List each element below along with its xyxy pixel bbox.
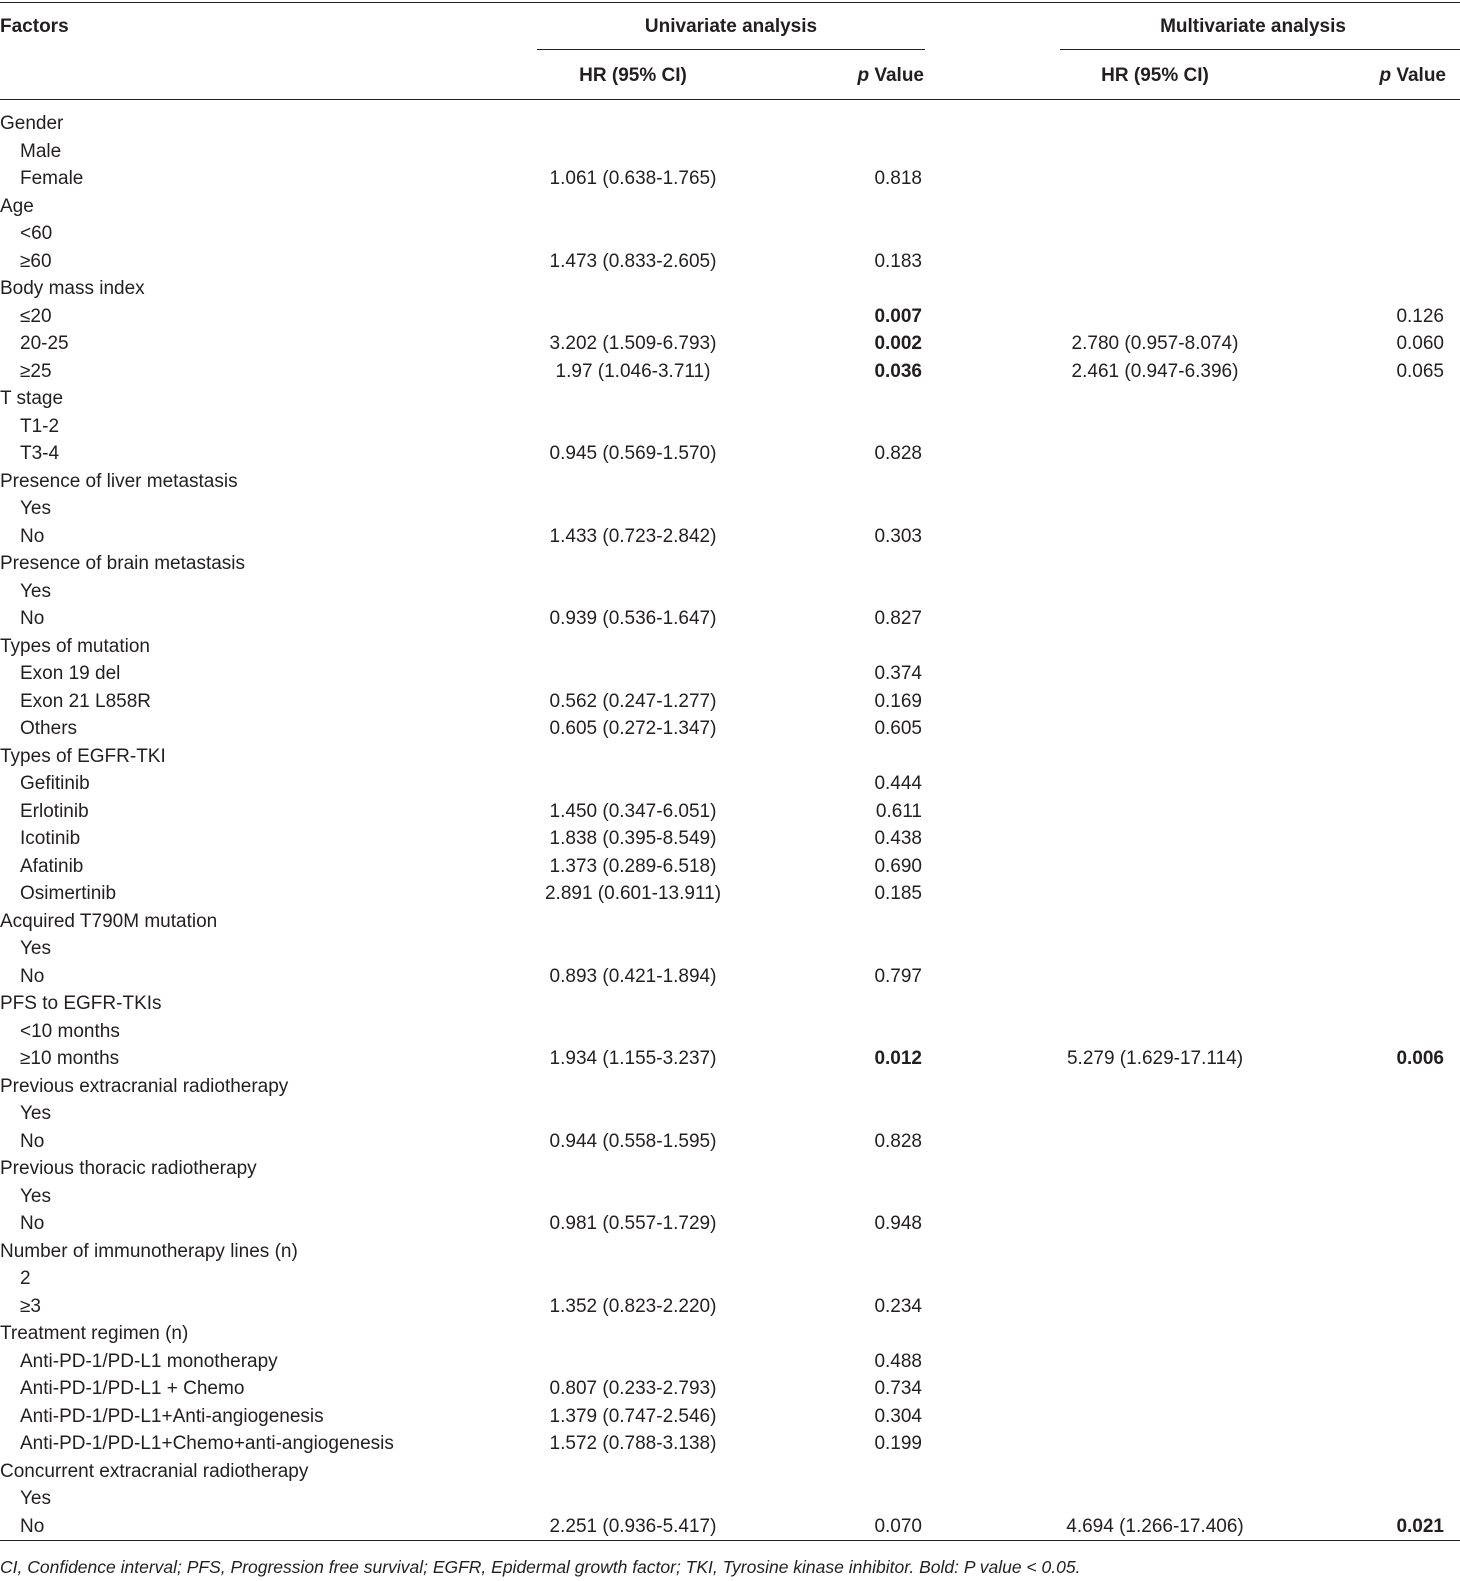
univariate-hr-cell: 1.934 (1.155-3.237) (549, 1048, 717, 1069)
table-row-sub (0, 853, 1460, 881)
row-label: T1-2 (20, 415, 60, 437)
row-label: T3-4 (20, 443, 60, 464)
univariate-p-cell: 0.374 (874, 663, 922, 684)
table-row-group (0, 1073, 1460, 1101)
table-row-sub (0, 825, 1460, 853)
row-label: T stage (0, 388, 64, 409)
row-label: Anti-PD-1/PD-L1+Anti-angiogenesis (20, 1405, 324, 1427)
univariate-p-cell: 0.012 (874, 1048, 922, 1069)
table-footnote: CI, Confidence interval; PFS, Progression free survival; EGFR, Epidermal growth factor; TKI, Tyrosine kinase inhibitor. Bold: P value < 0.05. (0, 1557, 1081, 1577)
header-multivariate: Multivariate analysis (1160, 16, 1346, 37)
row-label: Yes (20, 498, 51, 519)
row-label: Acquired T790M mutation (0, 910, 218, 932)
row-label: Types of mutation (0, 635, 150, 657)
univariate-p-cell: 0.444 (874, 773, 922, 794)
univariate-hr-cell: 2.251 (0.936-5.417) (549, 1515, 717, 1537)
row-label: 2 (20, 1268, 31, 1289)
univariate-hr-cell: 0.893 (0.421-1.894) (549, 965, 717, 987)
table-row-sub (0, 688, 1460, 716)
table-row-sub (0, 358, 1460, 386)
univariate-p-cell: 0.948 (874, 1213, 922, 1234)
table-row-group (0, 468, 1460, 496)
table-row-sub (0, 1018, 1460, 1046)
table-row-group (0, 1458, 1460, 1486)
table-row-sub (0, 935, 1460, 963)
row-label: Anti-PD-1/PD-L1 + Chemo (20, 1378, 245, 1399)
row-label: ≤20 (20, 305, 52, 327)
univariate-hr-cell: 0.562 (0.247-1.277) (549, 690, 717, 712)
univariate-hr-cell: 0.981 (0.557-1.729) (549, 1213, 717, 1234)
table-row-sub (0, 1348, 1460, 1376)
row-label: Others (20, 718, 78, 739)
univariate-p-cell: 0.070 (874, 1515, 922, 1537)
univariate-p-cell: 0.734 (874, 1378, 922, 1399)
univariate-hr-cell: 1.473 (0.833-2.605) (549, 250, 717, 272)
header-bottom-rule (0, 99, 1460, 100)
multivariate-p-cell: 0.006 (1396, 1048, 1444, 1069)
header-multivariate-hr: HR (95% CI) (1101, 65, 1209, 86)
univariate-hr-cell: 3.202 (1.509-6.793) (549, 333, 717, 354)
row-label: Types of EGFR-TKI (0, 745, 166, 767)
row-label: No (20, 965, 45, 987)
table-row-group (0, 1320, 1460, 1348)
univariate-p-cell: 0.234 (874, 1295, 922, 1317)
table-row-sub (0, 1375, 1460, 1403)
univariate-p-cell: 0.007 (874, 305, 922, 327)
row-label: Anti-PD-1/PD-L1+Chemo+anti-angiogenesis (20, 1433, 394, 1454)
univariate-p-cell: 0.690 (874, 855, 922, 877)
univariate-p-cell: 0.611 (875, 800, 922, 822)
multivariate-hr-cell: 2.461 (0.947-6.396) (1071, 360, 1239, 382)
table-row-sub (0, 798, 1460, 826)
univariate-hr-cell: 0.945 (0.569-1.570) (549, 443, 717, 464)
multivariate-hr-cell: 4.694 (1.266-17.406) (1066, 1515, 1244, 1537)
row-label: Yes (20, 1185, 51, 1207)
univariate-hr-cell: 0.807 (0.233-2.793) (549, 1378, 717, 1399)
multivariate-p-cell: 0.065 (1396, 360, 1444, 382)
univariate-hr-cell: 1.838 (0.395-8.549) (549, 828, 717, 849)
table-row-group (0, 193, 1460, 221)
table-row-sub (0, 1485, 1460, 1513)
row-label: Gender (0, 113, 64, 134)
univariate-p-cell: 0.797 (874, 965, 922, 987)
table-row-sub (0, 1293, 1460, 1321)
row-label: Afatinib (20, 855, 84, 877)
row-label: Yes (20, 938, 51, 959)
multivariate-hr-cell: 5.279 (1.629-17.114) (1066, 1048, 1244, 1069)
univariate-hr-cell: 1.450 (0.347-6.051) (549, 800, 717, 822)
univariate-p-cell: 0.304 (874, 1405, 922, 1427)
table-row-sub (0, 715, 1460, 743)
multivariate-spanner-rule (1060, 49, 1460, 50)
row-label: Concurrent extracranial radiotherapy (0, 1460, 309, 1482)
row-label: Number of immunotherapy lines (n) (0, 1240, 298, 1262)
table-row-sub (0, 1430, 1460, 1458)
row-label: No (20, 608, 45, 629)
header-factors: Factors (0, 16, 69, 37)
p-italic: p (857, 65, 870, 86)
row-label: ≥60 (20, 250, 52, 272)
table-body (0, 110, 1460, 1540)
row-label: <10 months (20, 1020, 120, 1042)
table-row-group (0, 110, 1460, 138)
p-value-suffix: Value (1391, 65, 1446, 86)
table-row-sub (0, 523, 1460, 551)
univariate-hr-cell: 1.379 (0.747-2.546) (549, 1405, 717, 1427)
row-label: Male (20, 140, 62, 162)
table-row-group (0, 1155, 1460, 1183)
table-row-group (0, 1238, 1460, 1266)
table-row-sub (0, 440, 1460, 468)
table-row-sub (0, 303, 1460, 331)
table-row-sub (0, 1128, 1460, 1156)
univariate-hr-cell: 0.939 (0.536-1.647) (549, 608, 717, 629)
row-label: No (20, 1130, 45, 1152)
table-top-rule (0, 2, 1460, 3)
row-label: Female (20, 168, 84, 189)
row-label: Age (0, 195, 34, 217)
row-label: Previous thoracic radiotherapy (0, 1158, 257, 1179)
row-label: Treatment regimen (n) (0, 1323, 189, 1344)
univariate-p-cell: 0.002 (874, 333, 922, 354)
univariate-p-cell: 0.818 (874, 168, 922, 189)
table-row-group (0, 385, 1460, 413)
multivariate-hr-cell: 2.780 (0.957-8.074) (1071, 333, 1239, 354)
table-row-sub (0, 770, 1460, 798)
table-bottom-rule (0, 1540, 1460, 1541)
univariate-p-cell: 0.605 (874, 718, 922, 739)
row-label: Yes (20, 1488, 51, 1509)
table-row-sub (0, 1265, 1460, 1293)
table-row-sub (0, 1403, 1460, 1431)
table-row-sub (0, 220, 1460, 248)
table-row-sub (0, 1100, 1460, 1128)
table-row-sub (0, 605, 1460, 633)
univariate-hr-cell: 1.061 (0.638-1.765) (549, 168, 717, 189)
table-row-sub (0, 413, 1460, 441)
univariate-p-cell: 0.036 (874, 360, 922, 382)
row-label: 20-25 (20, 333, 69, 354)
row-label: Presence of liver metastasis (0, 470, 238, 492)
univariate-hr-cell: 1.433 (0.723-2.842) (549, 525, 717, 547)
table-row-sub (0, 248, 1460, 276)
header-univariate-hr: HR (95% CI) (579, 65, 687, 86)
row-label: Gefitinib (20, 773, 90, 794)
univariate-p-cell: 0.185 (874, 883, 922, 904)
univariate-p-cell: 0.828 (874, 1130, 922, 1152)
table-row-sub (0, 138, 1460, 166)
row-label: No (20, 525, 45, 547)
univariate-p-cell: 0.488 (874, 1350, 922, 1372)
univariate-p-cell: 0.438 (874, 828, 922, 849)
row-label: No (20, 1515, 45, 1537)
p-italic: p (1379, 65, 1392, 86)
header-univariate: Univariate analysis (644, 16, 818, 37)
multivariate-p-cell: 0.060 (1396, 333, 1444, 354)
univariate-hr-cell: 1.373 (0.289-6.518) (549, 855, 717, 877)
row-label: ≥25 (20, 360, 52, 382)
table-row-sub (0, 660, 1460, 688)
table-row-group (0, 908, 1460, 936)
univariate-p-cell: 0.827 (874, 608, 922, 629)
row-label: Yes (20, 1103, 51, 1124)
row-label: Anti-PD-1/PD-L1 monotherapy (20, 1350, 278, 1372)
table-row-group (0, 550, 1460, 578)
table-row-group (0, 743, 1460, 771)
row-label: Osimertinib (20, 883, 117, 904)
univariate-hr-cell: 0.944 (0.558-1.595) (549, 1130, 717, 1152)
univariate-hr-cell: 2.891 (0.601-13.911) (544, 883, 722, 904)
row-label: Exon 21 L858R (20, 690, 151, 712)
table-row-sub (0, 1183, 1460, 1211)
row-label: Yes (20, 580, 51, 602)
table-row-sub (0, 1210, 1460, 1238)
header-multivariate-p (1320, 65, 1446, 87)
univariate-hr-cell: 0.605 (0.272-1.347) (549, 718, 717, 739)
row-label: ≥10 months (20, 1048, 120, 1069)
row-label: No (20, 1213, 45, 1234)
table-row-sub (0, 578, 1460, 606)
univariate-hr-cell: 1.572 (0.788-3.138) (549, 1433, 717, 1454)
row-label: Presence of brain metastasis (0, 553, 246, 574)
p-value-suffix: Value (869, 65, 924, 86)
table-row-sub (0, 1045, 1460, 1073)
univariate-p-cell: 0.199 (874, 1433, 922, 1454)
univariate-p-cell: 0.303 (874, 525, 922, 547)
table-row-sub (0, 495, 1460, 523)
univariate-p-cell: 0.828 (874, 443, 922, 464)
table-row-sub (0, 963, 1460, 991)
univariate-p-cell: 0.183 (874, 250, 922, 272)
row-label: Previous extracranial radiotherapy (0, 1075, 289, 1097)
row-label: ≥3 (20, 1295, 41, 1317)
row-label: PFS to EGFR-TKIs (0, 993, 162, 1014)
row-label: Exon 19 del (20, 663, 121, 684)
table-row-group (0, 275, 1460, 303)
row-label: Icotinib (20, 828, 81, 849)
multivariate-p-cell: 0.021 (1396, 1515, 1444, 1537)
univariate-hr-cell: 1.352 (0.823-2.220) (549, 1295, 717, 1317)
table-row-sub (0, 1513, 1460, 1541)
table-row-sub (0, 330, 1460, 358)
univariate-spanner-rule (537, 49, 925, 50)
header-univariate-p (800, 65, 924, 87)
row-label: Erlotinib (20, 800, 89, 822)
table-row-sub (0, 880, 1460, 908)
table-row-sub (0, 165, 1460, 193)
row-label: <60 (20, 223, 53, 244)
univariate-p-cell: 0.169 (874, 690, 922, 712)
table-row-group (0, 633, 1460, 661)
table-row-group (0, 990, 1460, 1018)
univariate-hr-cell: 1.97 (1.046-3.711) (555, 360, 711, 382)
row-label: Body mass index (0, 278, 145, 299)
multivariate-p-cell: 0.126 (1396, 305, 1444, 327)
